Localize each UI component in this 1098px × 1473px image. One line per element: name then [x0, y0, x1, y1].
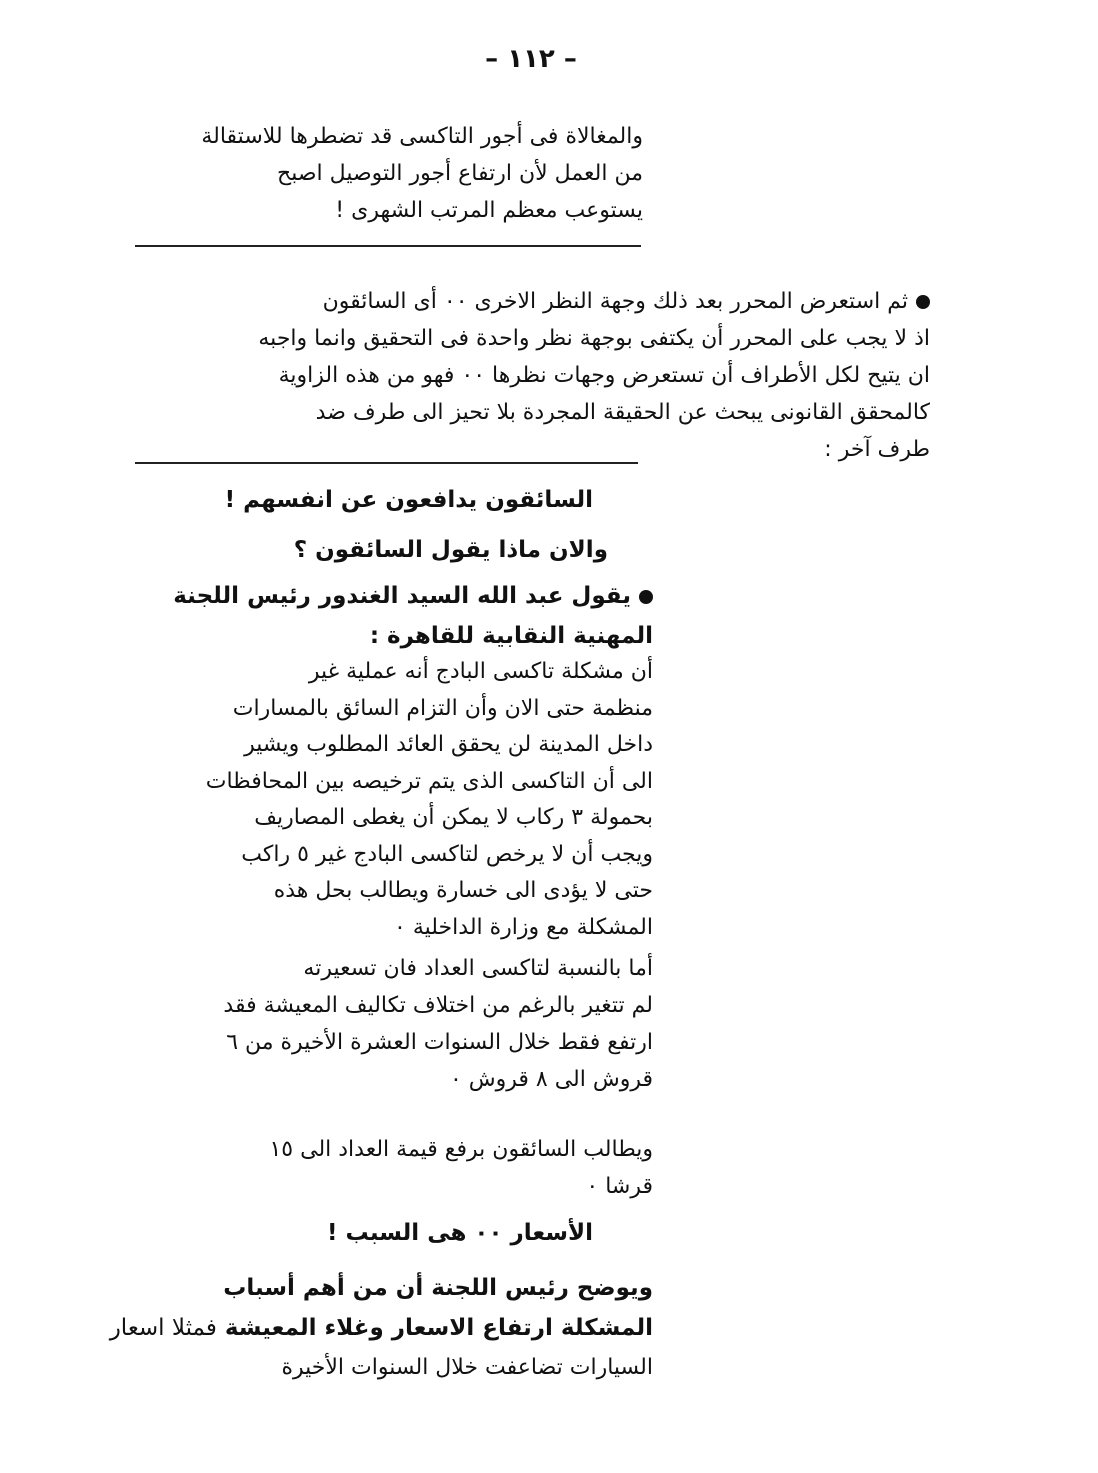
text-line: ويوضح رئيس اللجنة أن من أهم أسباب	[223, 1275, 653, 1301]
section-divider	[135, 245, 641, 247]
text-line: حتى لا يؤدى الى خسارة ويطالب بحل هذه	[273, 878, 653, 903]
quote-intro	[93, 576, 653, 656]
bullet-icon	[916, 295, 930, 309]
text-line: بحمولة ٣ ركاب لا يمكن أن يغطى المصاريف	[254, 805, 653, 830]
text-line: ان يتيح لكل الأطراف أن تستعرض وجهات نظرها ٠٠ فهو من هذه الزاوية	[278, 363, 930, 388]
text-line: ارتفع فقط خلال السنوات العشرة الأخيرة من ٦	[226, 1030, 653, 1055]
paragraph-badeg	[93, 654, 653, 946]
text-line: كالمحقق القانونى يبحث عن الحقيقة المجردة بلا تحيز الى طرف ضد	[315, 400, 930, 425]
text-line: من العمل لأن ارتفاع أجور التوصيل اصبح	[277, 161, 643, 186]
section-heading: الأسعار ٠٠ هى السبب !	[327, 1220, 593, 1246]
section-heading: السائقون يدافعون عن انفسهم !	[224, 487, 593, 513]
text-line: المهنية النقابية للقاهرة :	[369, 623, 653, 649]
text-line: السيارات تضاعفت خلال السنوات الأخيرة	[281, 1355, 653, 1380]
text-line: لم تتغير بالرغم من اختلاف تكاليف المعيشة فقد	[223, 993, 653, 1018]
text-line: قرشا ٠	[586, 1174, 653, 1199]
editor-paragraph	[130, 283, 930, 468]
text-line: يقول عبد الله السيد الغندور رئيس اللجنة	[93, 576, 653, 616]
text-line: داخل المدينة لن يحقق العائد المطلوب ويشير	[244, 732, 653, 757]
intro-paragraph	[103, 118, 643, 229]
text-line: الى أن التاكسى الذى يتم ترخيصه بين المحافظات	[205, 768, 653, 794]
text-line: أما بالنسبة لتاكسى العداد فان تسعيرته	[303, 956, 653, 981]
text-fragment: فمثلا اسعار	[109, 1315, 217, 1341]
text-line: أن مشكلة تاكسى البادج أنه عملية غير	[308, 659, 653, 684]
text-line: ويجب أن لا يرخص لتاكسى البادج غير ٥ راكب	[241, 841, 653, 867]
text-line: ويطالب السائقون برفع قيمة العداد الى ١٥	[269, 1137, 653, 1162]
text-line: قروش الى ٨ قروش ٠	[449, 1067, 653, 1092]
text-line: منظمة حتى الان وأن التزام السائق بالمسارات	[232, 695, 653, 721]
text-line: ثم استعرض المحرر بعد ذلك وجهة النظر الاخرى ٠٠ أى السائقون	[130, 283, 930, 320]
text-line: اذ لا يجب على المحرر أن يكتفى بوجهة نظر واحدة فى التحقيق وانما واجبه	[258, 326, 930, 351]
text-line: طرف آخر :	[824, 437, 930, 462]
text-line: المشكلة مع وزارة الداخلية ٠	[394, 914, 653, 940]
section-divider	[135, 462, 638, 464]
section-heading: والان ماذا يقول السائقون ؟	[293, 537, 608, 563]
paragraph-meter	[93, 950, 653, 1098]
bullet-icon	[639, 590, 653, 604]
page-number: – ١١٢ –	[485, 44, 577, 74]
paragraph-demand	[93, 1131, 653, 1205]
text-line: يستوعب معظم المرتب الشهرى !	[335, 198, 643, 223]
paragraph-reasons	[93, 1268, 653, 1388]
text-line: المشكلة ارتفاع الاسعار وغلاء المعيشة فمثلا اسعار	[109, 1315, 653, 1341]
text-line: والمغالاة فى أجور التاكسى قد تضطرها للاستقالة	[201, 124, 643, 149]
